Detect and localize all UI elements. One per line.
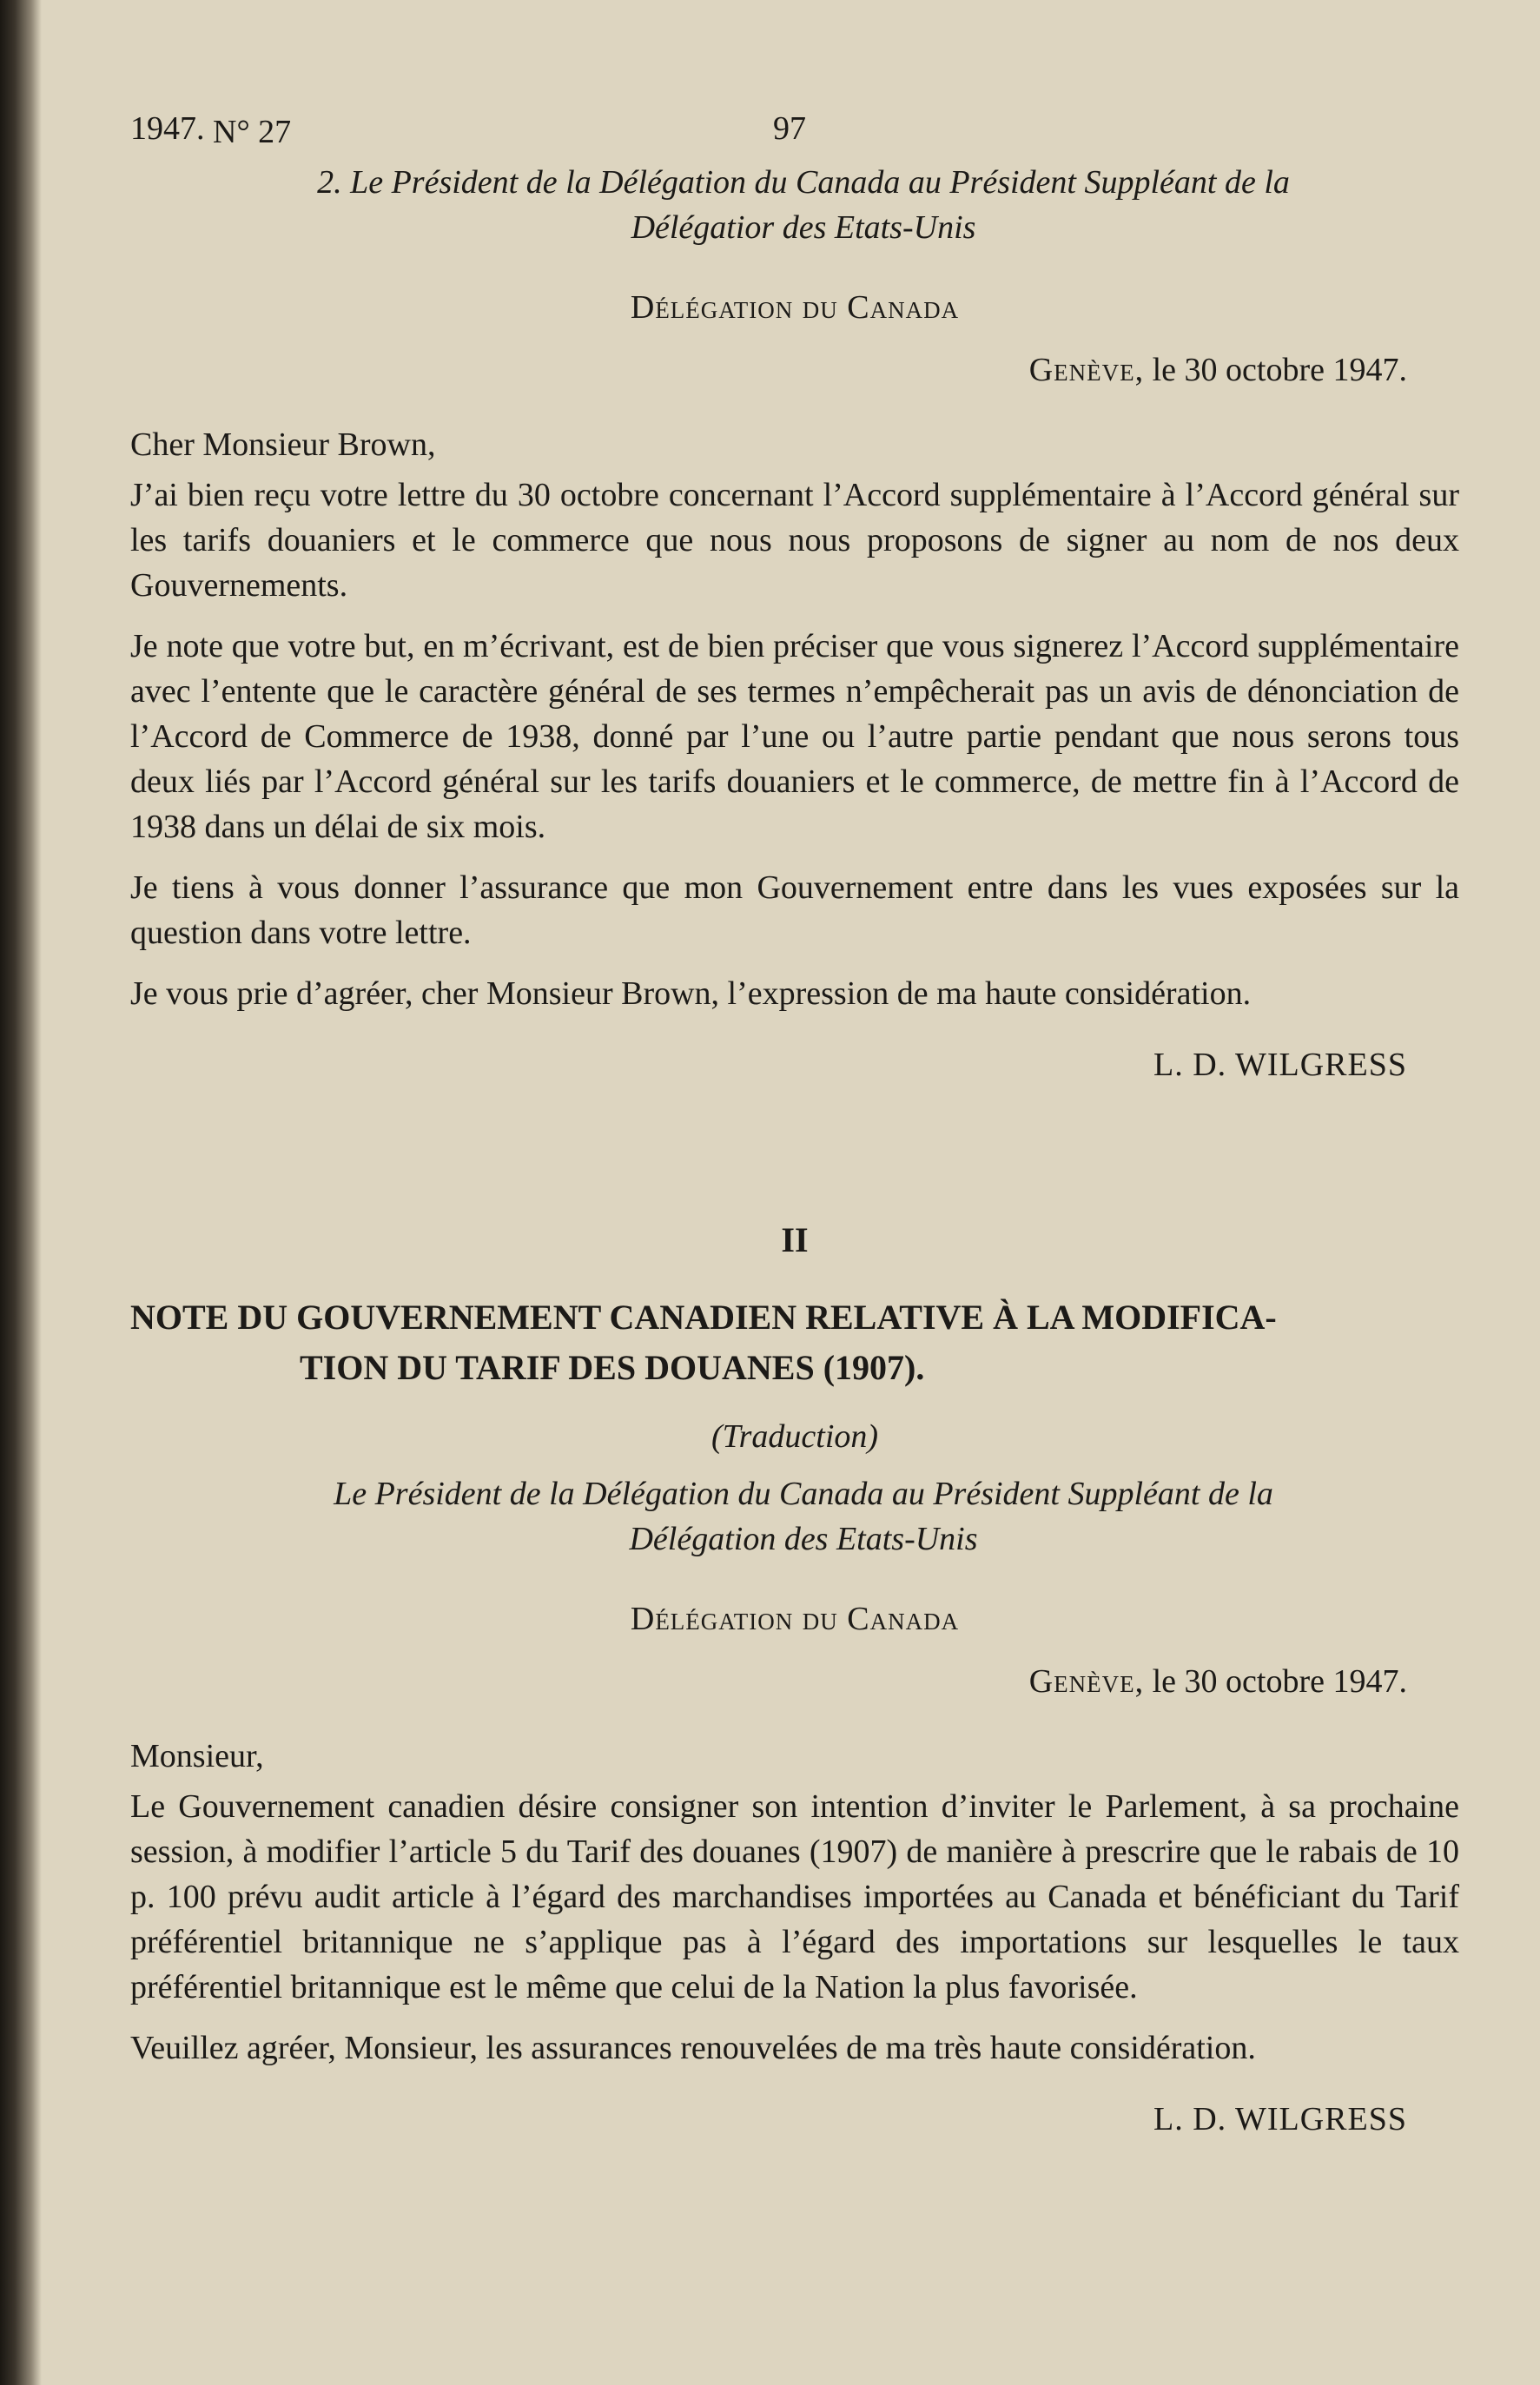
letter-1-salutation: Cher Monsieur Brown, <box>130 426 436 463</box>
header-number: N° 27 <box>213 114 292 150</box>
letter-1-delegation: Délégation du Canada <box>630 289 960 326</box>
translation-note: (Traduction) <box>711 1418 879 1455</box>
letter-1-dateline <box>130 347 1459 393</box>
letter-1-date: le 30 octobre 1947. <box>1152 352 1407 388</box>
letter-2-heading-line1: Le Président de la Délégation du Canada au Président Suppléant de la <box>334 1476 1273 1512</box>
letter-1-paragraph-4: Je vous prie d’agréer, cher Monsieur Brown, l’expression de ma haute considération. <box>130 975 1252 1012</box>
letter-1-place: Genève, <box>1028 352 1145 388</box>
letter-2-date: le 30 octobre 1947. <box>1152 1663 1407 1700</box>
letter-2-heading-line2: Délégation des Etats-Unis <box>629 1521 978 1557</box>
letter-1-paragraph-2: Je note que votre but, en m’écrivant, est de bien préciser que vous signerez l’Accord supplémentaire avec l’entente que le caractère général de ses termes n’empêcherait pas un avis de dénonciation de l’Accord de Commerce de 1938, donné par l’une ou l’autre partie pendant que nous serons tous deux liés par l’Accord général sur les tarifs douaniers et le commerce, de mettre fin à l’Accord de 1938 dans un délai de six mois. <box>130 628 1459 845</box>
document-page <box>130 96 1459 2142</box>
book-binding-shadow <box>0 0 42 2385</box>
header-year: 1947. <box>130 110 205 147</box>
letter-2 <box>130 1471 1459 2142</box>
page-header <box>130 96 1459 148</box>
section-title-line2: TION DU TARIF DES DOUANES (1907). <box>300 1348 925 1387</box>
letter-1-paragraph-3: Je tiens à vous donner l’assurance que mon Gouvernement entre dans les vues exposées sur la question dans votre lettre. <box>130 869 1459 951</box>
letter-2-place: Genève, <box>1028 1663 1145 1700</box>
letter-2-paragraph-1: Le Gouvernement canadien désire consigner son intention d’inviter le Parlement, à sa prochaine session, à modifier l’article 5 du Tarif des douanes (1907) de manière à prescrire que le rabais de 10 p. 100 prévu audit article à l’égard des marchandises importées au Canada et bénéficiant du Tarif préférentiel britannique ne s’applique pas à l’égard des importations sur lesquelles le taux préférentiel britannique est le même que celui de la Nation la plus favorisée. <box>130 1788 1459 2005</box>
letter-1-signature: L. D. WILGRESS <box>1153 1047 1407 1083</box>
letter-1-heading-line2: Délégatior des Etats-Unis <box>631 209 976 246</box>
letter-1-paragraph-1: J’ai bien reçu votre lettre du 30 octobre concernant l’Accord supplémentaire à l’Accord général sur les tarifs douaniers et le commerce que nous nous proposons de signer au nom de nos deux Gouvernements. <box>130 477 1459 604</box>
letter-2-dateline <box>130 1659 1459 1704</box>
section-title-line1: NOTE DU GOUVERNEMENT CANADIEN RELATIVE À LA MODIFICA- <box>130 1298 1277 1337</box>
section-title <box>130 1292 1459 1393</box>
letter-2-delegation: Délégation du Canada <box>630 1601 960 1637</box>
letter-1-heading <box>165 160 1442 250</box>
page-number: 97 <box>773 110 806 147</box>
letter-2-signature: L. D. WILGRESS <box>1153 2101 1407 2137</box>
letter-2-salutation: Monsieur, <box>130 1738 264 1774</box>
letter-1-heading-line1: 2. Le Président de la Délégation du Canada au Président Suppléant de la <box>317 164 1290 201</box>
letter-2-paragraph-2: Veuillez agréer, Monsieur, les assurances renouvelées de ma très haute considération. <box>130 2030 1256 2066</box>
letter-2-heading <box>165 1471 1442 1562</box>
letter-1 <box>130 160 1459 1087</box>
section-number: II <box>781 1220 809 1259</box>
